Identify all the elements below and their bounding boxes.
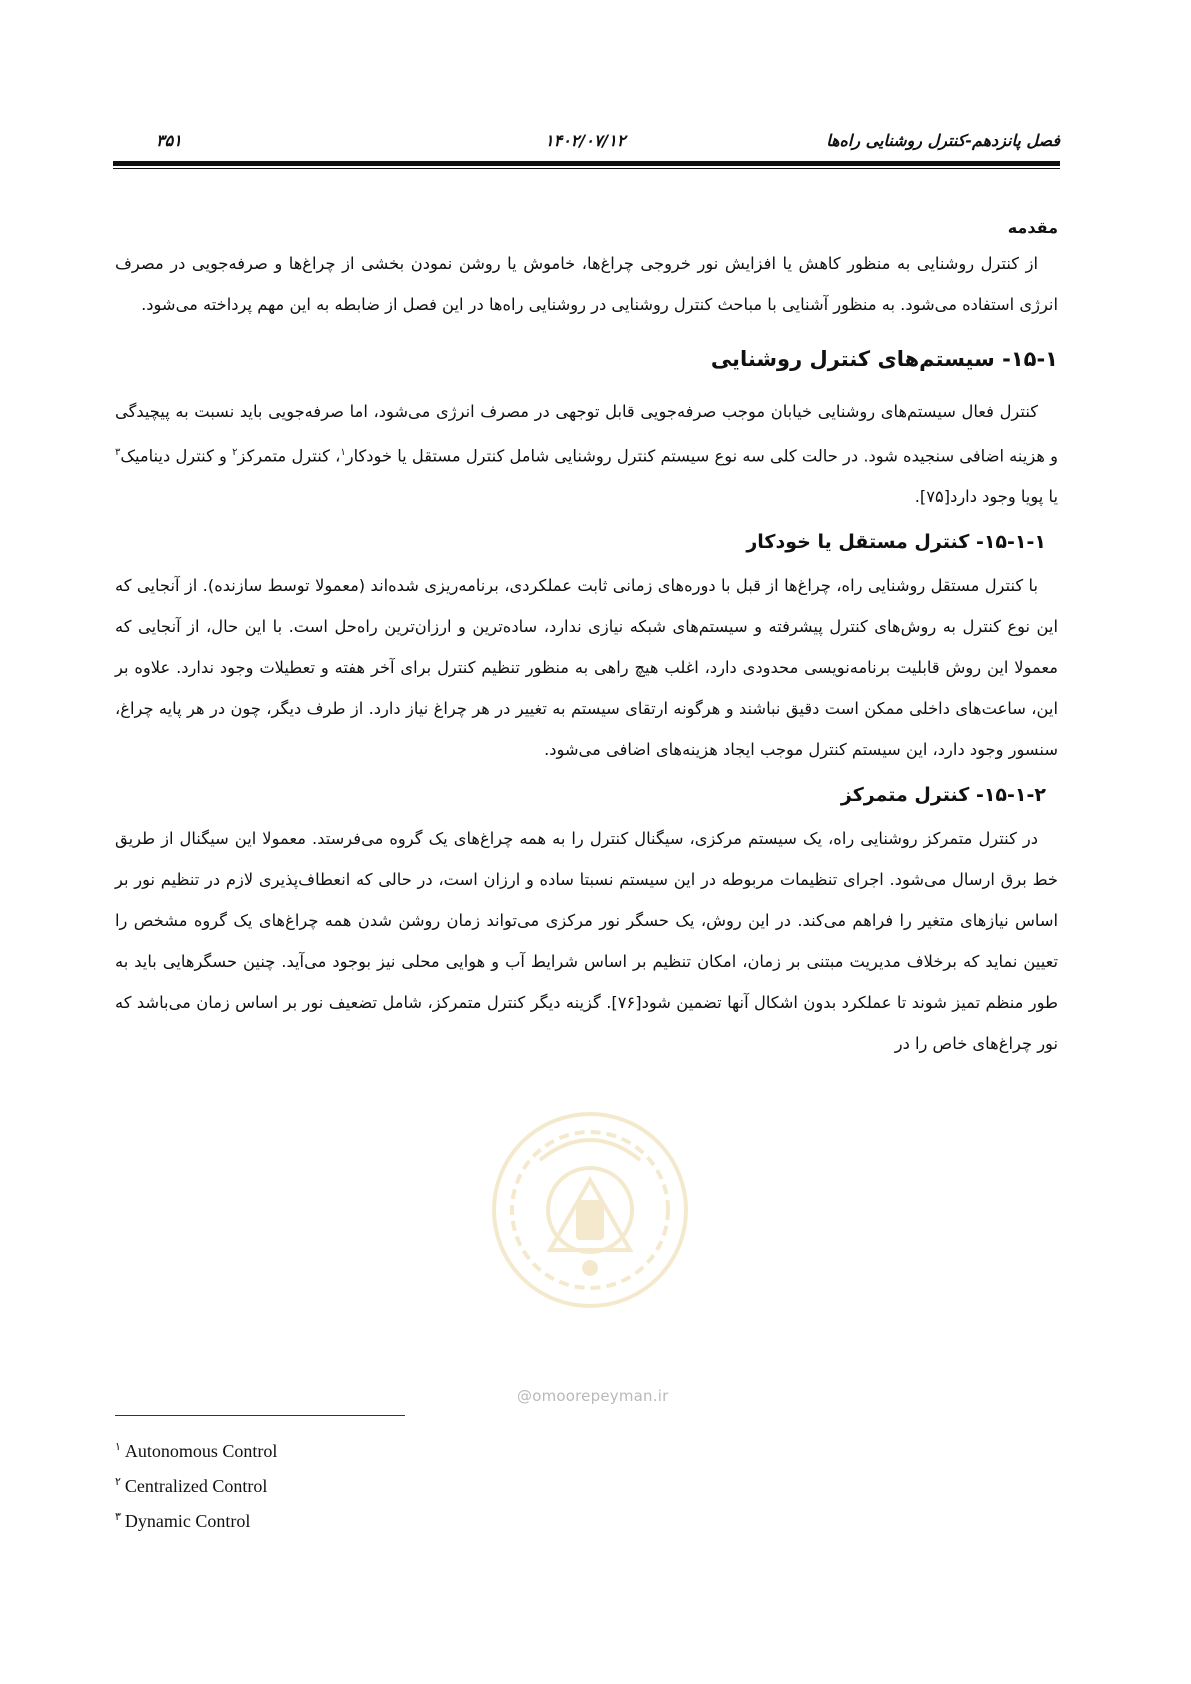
footnote-text: Centralized Control xyxy=(124,1476,268,1496)
header-date: ۱۴۰۲/۰۷/۱۲ xyxy=(545,131,626,150)
section-15-1-1-paragraph: با کنترل مستقل روشنایی راه، چراغ‌ها از قبل با دوره‌های زمانی ثابت عملکردی، برنامه‌ریزی شده‌اند (معمولا توسط سازنده). از آنجایی که این نوع کنترل به روش‌های کنترل پیشرفته و سیستم‌های شبکه نیازی ندارد، ساده‌ترین و ارزان‌ترین راه‌حل است. با این حال، از آنجایی که معمولا این روش قابلیت برنامه‌نویسی محدودی دارد، اغلب هیچ راهی به منظور تنظیم کنترل برای آخر هفته و تعطیلات وجود ندارد. علاوه بر این، ساعت‌های داخلی ممکن است دقیق نباشند و هرگونه ارتقای سیستم به تغییر در هر چراغ نیاز دارد. از طرف دیگر، چون در هر پایه چراغ، سنسور وجود دارد، این سیستم کنترل موجب ایجاد هزینه‌های اضافی می‌شود. xyxy=(115,576,1058,760)
intro-paragraph: از کنترل روشنایی به منظور کاهش یا افزایش نور خروجی چراغ‌ها، خاموش یا روشن نمودن بخشی از چراغ‌ها و صرفه‌جویی در مصرف انرژی استفاده می‌شود. به منظور آشنایی با مباحث کنترل روشنایی در روشنایی راه‌ها در این فصل از ضابطه به این مهم پرداخته می‌شود. xyxy=(115,254,1058,314)
section-15-1-paragraph xyxy=(115,391,1058,517)
running-header xyxy=(115,127,1060,153)
footnote-number: ۲ xyxy=(115,1476,121,1488)
footnote-number: ۳ xyxy=(115,1511,121,1523)
section-text-d: یا پویا وجود دارد[۷۵]. xyxy=(914,487,1058,507)
section-heading-15-1 xyxy=(115,347,1058,371)
intro-heading: مقدمه xyxy=(1007,218,1058,237)
section-number: ۱۵-۱- xyxy=(1002,347,1058,371)
footnote-ref-3: ۳ xyxy=(115,447,121,458)
footnote-ref-1: ۱ xyxy=(340,447,346,458)
page-number: ۳۵۱ xyxy=(156,131,182,150)
footnote-separator xyxy=(115,1415,405,1416)
footnote-2 xyxy=(115,1465,615,1500)
chapter-title: فصل پانزدهم-کنترل روشنایی راه‌ها xyxy=(826,131,1060,150)
section-text-a: کنترل فعال سیستم‌های روشنایی خیابان موجب صرفه‌جویی قابل توجهی در مصرف انرژی می‌شود، اما صرفه‌جویی باید نسبت به پیچیدگی و هزینه اضافی سنجیده شود. در حالت کلی سه نوع سیستم کنترل روشنایی شامل کنترل مستقل یا خودکار xyxy=(115,402,1058,466)
subsection-title: کنترل متمرکز xyxy=(840,784,970,807)
header-rule-thick xyxy=(113,161,1060,166)
footnote-ref-2: ۲ xyxy=(232,447,238,458)
section-heading-15-1-1 xyxy=(115,531,1046,553)
watermark-logo-icon xyxy=(480,1100,700,1320)
header-rule-thin xyxy=(113,168,1060,169)
subsection-number: ۱۵-۱-۱- xyxy=(975,531,1046,554)
footnote-text: Dynamic Control xyxy=(124,1511,251,1531)
main-content xyxy=(115,218,1058,1064)
footnote-3 xyxy=(115,1500,615,1535)
footnote-1 xyxy=(115,1430,615,1465)
section-heading-15-1-2 xyxy=(115,784,1046,806)
section-15-1-2-paragraph: در کنترل متمرکز روشنایی راه، یک سیستم مرکزی، سیگنال کنترل را به همه چراغ‌های یک گروه می‌فرستد. معمولا این سیگنال از طریق خط برق ارسال می‌شود. اجرای تنظیمات مربوطه در این سیستم نسبتا ساده و ارزان است، در حالی که انعطاف‌پذیری لازم در تنظیم نور بر اساس نیازهای متغیر را فراهم می‌کند. در این روش، یک حسگر نور مرکزی می‌تواند زمان روشن شدن همه چراغ‌های یک گروه مشخص را تعیین نماید که برخلاف مدیریت مبتنی بر زمان، امکان تنظیم بر اساس شرایط آب و هوایی محلی نیز بوجود می‌آید. چنین حسگرهایی باید به طور منظم تمیز شوند تا عملکرد بدون اشکال آنها تضمین شود[۷۶]. گزینه دیگر کنترل متمرکز، شامل تضعیف نور بر اساس زمان می‌باشد که نور چراغ‌های خاص را در xyxy=(115,829,1058,1054)
watermark-text: @omoorepeyman.ir xyxy=(517,1387,669,1405)
footnote-text: Autonomous Control xyxy=(124,1441,278,1461)
section-text-c: و کنترل دینامیک xyxy=(120,446,233,466)
subsection-number: ۱۵-۱-۲- xyxy=(975,784,1046,807)
section-text-b: ، کنترل متمرکز xyxy=(237,446,341,466)
footnotes xyxy=(115,1430,615,1535)
subsection-title: کنترل مستقل یا خودکار xyxy=(746,531,970,554)
footnote-number: ۱ xyxy=(115,1441,121,1453)
section-title: سیستم‌های کنترل روشنایی xyxy=(710,347,995,371)
